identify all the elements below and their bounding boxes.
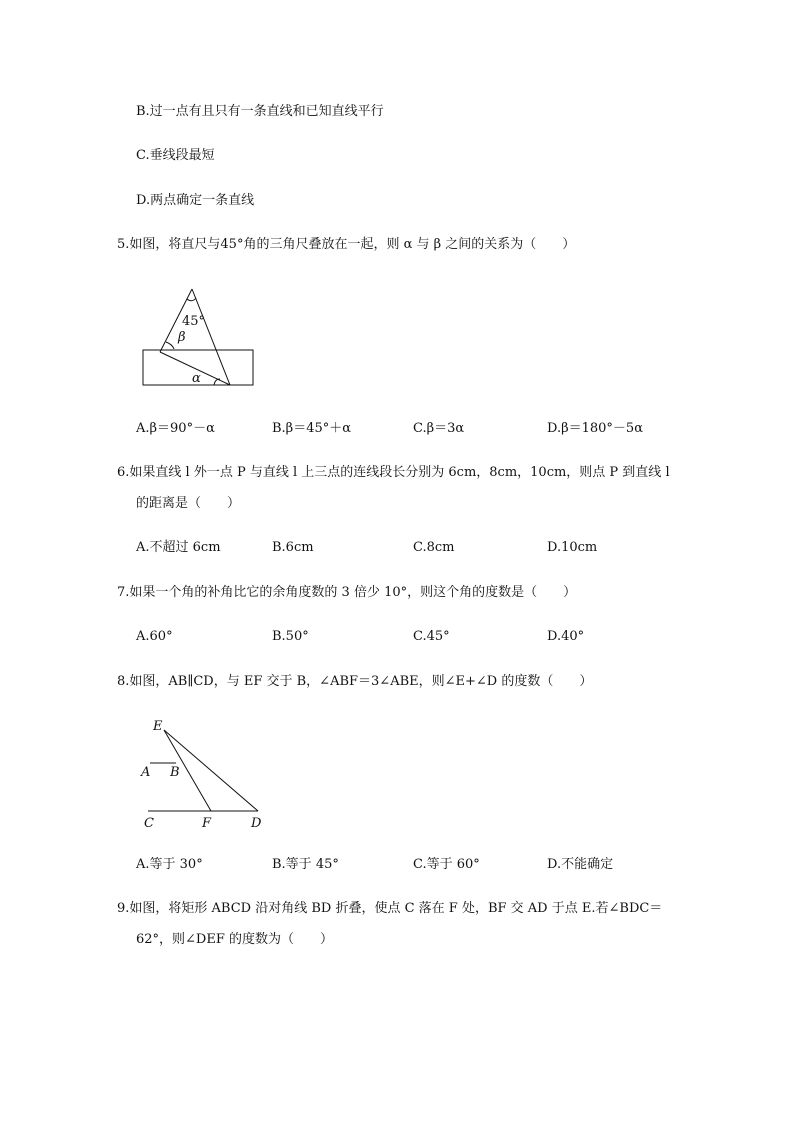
label-d: D — [251, 816, 262, 831]
q8-parallel-lines-figure — [138, 714, 278, 834]
q5-option-d: D.β＝180°－5α — [547, 421, 643, 436]
q4-option-b: B.过一点有且只有一条直线和已知直线平行 — [136, 104, 384, 119]
label-f: F — [202, 816, 212, 831]
q7-option-b: B.50° — [272, 629, 309, 644]
label-e: E — [153, 719, 163, 734]
q5-ruler-triangle-figure — [140, 285, 270, 395]
label-a: A — [141, 765, 151, 780]
q9-stem-line2: 62°，则∠DEF 的度数为（ ） — [136, 932, 333, 947]
q4-option-d: D.两点确定一条直线 — [136, 193, 255, 208]
q8-option-c: C.等于 60° — [413, 857, 480, 872]
q5-option-a: A.β＝90°－α — [136, 421, 215, 436]
q5-angle-label: 45° — [182, 314, 206, 329]
q7-stem: 7.如果一个角的补角比它的余角度数的 3 倍少 10°，则这个角的度数是（ ） — [117, 585, 577, 600]
q8-option-a: A.等于 30° — [136, 857, 203, 872]
q6-option-b: B.6cm — [272, 540, 314, 555]
q6-stem-line2: 的距离是（ ） — [136, 496, 241, 511]
q7-option-d: D.40° — [547, 629, 585, 644]
label-b: B — [170, 765, 180, 780]
q4-option-c: C.垂线段最短 — [136, 148, 215, 163]
q7-option-c: C.45° — [413, 629, 450, 644]
q6-option-a: A.不超过 6cm — [136, 540, 221, 555]
q8-option-b: B.等于 45° — [272, 857, 339, 872]
q6-stem-line1: 6.如果直线 l 外一点 P 与直线 l 上三点的连线段长分别为 6cm，8cm，10cm，则点 P 到直线 l — [117, 465, 670, 480]
angle-arc-top — [187, 298, 196, 301]
q6-option-d: D.10cm — [547, 540, 598, 555]
q5-alpha-label: α — [192, 371, 201, 386]
q5-beta-label: β — [178, 330, 186, 345]
angle-arc-beta — [166, 342, 174, 349]
q5-option-b: B.β＝45°＋α — [272, 421, 352, 436]
q7-option-a: A.60° — [136, 629, 173, 644]
q9-stem-line1: 9.如图，将矩形 ABCD 沿对角线 BD 折叠，使点 C 落在 F 处，BF 交 AD 于点 E.若∠BDC＝ — [117, 901, 663, 916]
label-c: C — [144, 816, 154, 831]
q8-option-d: D.不能确定 — [547, 857, 614, 872]
q5-stem: 5.如图，将直尺与45°角的三角尺叠放在一起，则 α 与 β 之间的关系为（ ） — [117, 237, 576, 252]
q8-stem: 8.如图，AB∥CD，与 EF 交于 B，∠ABF＝3∠ABE，则∠E+∠D 的度数（ ） — [117, 674, 593, 689]
q5-option-c: C.β＝3α — [413, 421, 465, 436]
q6-option-c: C.8cm — [413, 540, 455, 555]
